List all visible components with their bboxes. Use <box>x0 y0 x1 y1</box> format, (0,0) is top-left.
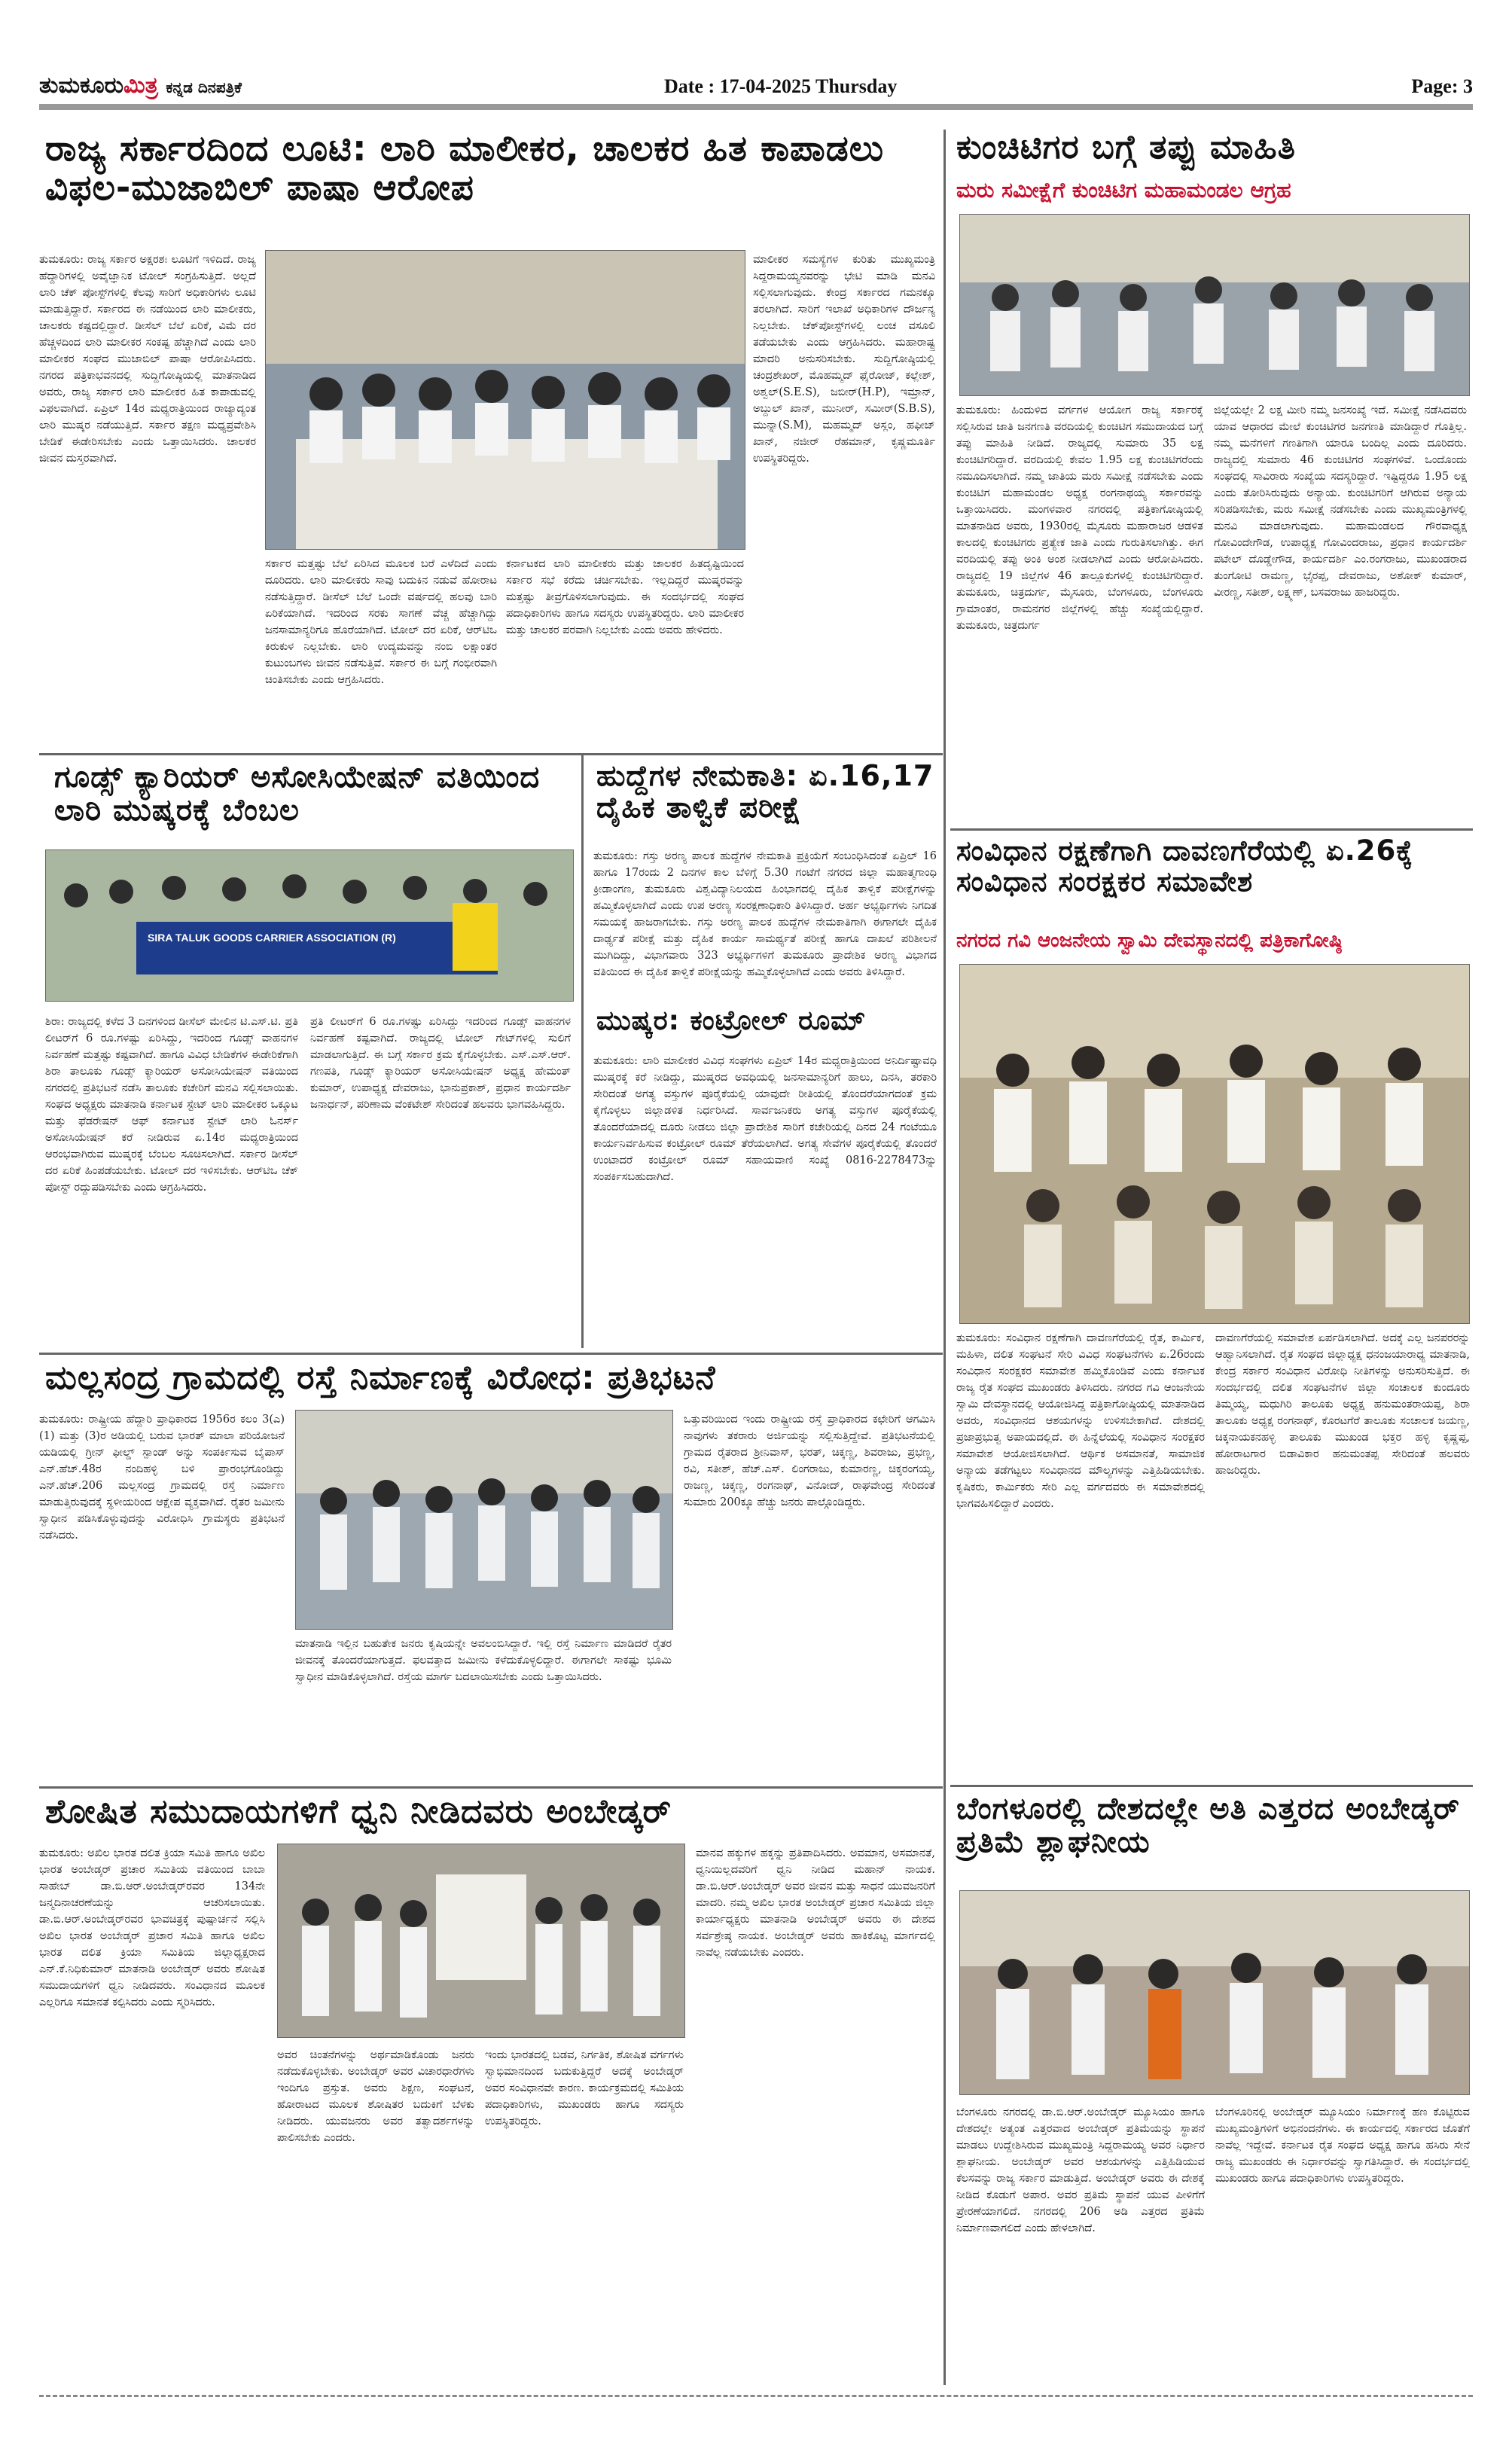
article-subhead: ಮರು ಸಮೀಕ್ಷೆಗೆ ಕುಂಚಿಟಿಗ ಮಹಾಮಂಡಲ ಆಗ್ರಹ <box>956 178 1291 203</box>
newspaper-logo <box>39 72 242 99</box>
article-ambedkar-statue <box>953 1792 1473 2389</box>
article-body: ತುಮಕೂರು: ಲಾರಿ ಮಾಲೀಕರ ವಿವಿಧ ಸಂಘಗಳು ಏಪ್ರಿಲ್ 14ರ ಮಧ್ಯರಾತ್ರಿಯಿಂದ ಅನಿರ್ದಿಷ್ಟಾವಧಿ ಮುಷ್ಕರಕ್ಕೆ ಕರೆ ನೀಡಿದ್ದು, ಮುಷ್ಕರದ ಅವಧಿಯಲ್ಲಿ ಜನಸಾಮಾನ್ಯರಿಗೆ ಹಾಲು, ದಿನಸಿ, ತರಕಾರಿ ಸೇರಿದಂತೆ ಅಗತ್ಯ ವಸ್ತುಗಳ ಪೂರೈಕೆಯಲ್ಲಿ ಯಾವುದೇ ರೀತಿಯಲ್ಲಿ ತೊಂದರೆಯಾಗದಂತೆ ಕ್ರಮ ಕೈಗೊಳ್ಳಲು ಜಿಲ್ಲಾಡಳಿತ ನಿರ್ಧರಿಸಿದೆ. ಸಾರ್ವಜನಿಕರು ಅಗತ್ಯ ವಸ್ತುಗಳ ಪೂರೈಕೆಯಲ್ಲಿ ತೊಂದರೆಯಾದಲ್ಲಿ ದೂರು ನೀಡಲು ಜಿಲ್ಲಾ ಪ್ರಾದೇಶಿಕ ಸಾರಿಗೆ ಕಚೇರಿಯಲ್ಲಿ ದಿನದ 24 ಗಂಟೆಯೂ ಕಾರ್ಯನಿರ್ವಹಿಸುವ ಕಂಟ್ರೋಲ್ ರೂಮ್ ತೆರೆಯಲಾಗಿದೆ. ಅಗತ್ಯ ಸೇವೆಗಳ ಪೂರೈಕೆಯಲ್ಲಿ ತೊಂದರೆ ಉಂಟಾದರೆ ಕಂಟ್ರೋಲ್ ರೂಮ್ ಸಹಾಯವಾಣಿ ಸಂಖ್ಯೆ 0816-2278473ನ್ನು ಸಂಪರ್ಕಿಸಬಹುದಾಗಿದೆ. <box>593 1055 937 1183</box>
road-protest-photo <box>295 1410 673 1630</box>
article-headline: ಗೂಡ್ಸ್ ಕ್ಯಾರಿಯರ್ ಅಸೋಸಿಯೇಷನ್ ವತಿಯಿಂದ ಲಾರಿ ಮುಷ್ಕರಕ್ಕೆ ಬೆಂಬಲ <box>54 760 541 828</box>
section-rule <box>950 828 1473 831</box>
article-kunchitiga <box>953 130 1473 822</box>
photo-placeholder <box>296 1411 672 1629</box>
goods-carrier-protest-photo <box>45 849 574 1002</box>
masthead <box>39 72 1473 102</box>
page-footer-rule <box>39 2395 1473 2397</box>
photo-placeholder <box>46 850 573 1001</box>
article-column-4: ಮಾಲೀಕರ ಸಮಸ್ಯೆಗಳ ಕುರಿತು ಮುಖ್ಯಮಂತ್ರಿ ಸಿದ್ದರಾಮಯ್ಯನವರನ್ನು ಭೇಟಿ ಮಾಡಿ ಮನವಿ ಸಲ್ಲಿಸಲಾಗುವುದು. ಕೇಂದ್ರ ಸರ್ಕಾರದ ಗಮನಕ್ಕೂ ತರಲಾಗಿದೆ. ಸಾರಿಗೆ ಇಲಾಖೆ ಅಧಿಕಾರಿಗಳ ದೌರ್ಜನ್ಯ ನಿಲ್ಲಬೇಕು. ಚೆಕ್‌ಪೋಸ್ಟ್‌ಗಳಲ್ಲಿ ಲಂಚ ವಸೂಲಿ ತಡೆಯಬೇಕು ಎಂದು ಆಗ್ರಹಿಸಿದರು. ಮಹಾರಾಷ್ಟ್ರ ಮಾದರಿ ಅನುಸರಿಸಬೇಕು. ಸುದ್ದಿಗೋಷ್ಠಿಯಲ್ಲಿ ಚಂದ್ರಶೇಖರ್, ಮೊಹಮ್ಮದ್ ಫೈರೋಜ್, ಕಲ್ಲೇಶ್, ಅಶ್ವಲ್(S.E.S), ಜಬೀರ್(H.P), ಇಮ್ರಾನ್, ಅಬ್ದುಲ್ ಖಾನ್, ಮುನೀರ್, ಸಮೀರ್(S.B.S), ಮುನ್ನಾ(S.M), ಮಹಮ್ಮದ್ ಅಸ್ಲಂ, ಹಫೀಜ್ ಖಾನ್, ನಜೀರ್ ರೆಹಮಾನ್, ಕೃಷ್ಣಮೂರ್ತಿ ಉಪಸ್ಥಿತರಿದ್ದರು. <box>753 254 935 465</box>
column-rule <box>581 753 584 1348</box>
ambedkar-jayanti-photo <box>277 1844 685 2038</box>
article-headline: ಶೋಷಿತ ಸಮುದಾಯಗಳಿಗೆ ಧ್ವನಿ ನೀಡಿದವರು ಅಂಬೇಡ್ಕರ್ <box>45 1792 672 1831</box>
article-column-1: ತುಮಕೂರು: ರಾಜ್ಯ ಸರ್ಕಾರ ಅಕ್ಷರಶಃ ಲೂಟಿಗೆ ಇಳಿದಿದೆ. ರಾಜ್ಯ ಹೆದ್ದಾರಿಗಳಲ್ಲಿ ಅವೈಜ್ಞಾನಿಕ ಟೋಲ್ ಸಂಗ್ರಹಿಸುತ್ತಿದೆ. ಅಲ್ಲದೆ ಲಾರಿ ಚೆಕ್ ಪೋಸ್ಟ್‌ಗಳಲ್ಲಿ ಕೆಲವು ಸಾರಿಗೆ ಅಧಿಕಾರಿಗಳು ಲೂಟಿ ಮಾಡುತ್ತಿದ್ದಾರೆ. ಸರ್ಕಾರದ ಈ ನಡೆಯಿಂದ ಲಾರಿ ಮಾಲೀಕರು, ಚಾಲಕರು ಕಷ್ಟದಲ್ಲಿದ್ದಾರೆ. ಡೀಸೆಲ್ ಬೆಲೆ ಏರಿಕೆ, ವಿಮೆ ದರ ಹೆಚ್ಚಳದಿಂದ ಲಾರಿ ಮಾಲೀಕರ ಸಂಕಷ್ಟ ಹೆಚ್ಚಾಗಿದೆ ಎಂದು ಲಾರಿ ಮಾಲೀಕರ ಸಂಘದ ಮುಜಾಬಿಲ್ ಪಾಷಾ ಆರೋಪಿಸಿದರು. ನಗರದ ಪತ್ರಿಕಾಭವನದಲ್ಲಿ ಸುದ್ದಿಗೋಷ್ಠಿಯಲ್ಲಿ ಮಾತನಾಡಿದ ಅವರು, ರಾಜ್ಯ ಸರ್ಕಾರ ಲಾರಿ ಮಾಲೀಕರ ಹಿತ ಕಾಪಾಡುವಲ್ಲಿ ವಿಫಲವಾಗಿದೆ. ಏಪ್ರಿಲ್ 14ರ ಮಧ್ಯರಾತ್ರಿಯಿಂದ ರಾಜ್ಯಾದ್ಯಂತ ಲಾರಿ ಮುಷ್ಕರ ನಡೆಯುತ್ತಿದೆ. ಸರ್ಕಾರ ತಕ್ಷಣ ಮಧ್ಯಪ್ರವೇಶಿಸಿ ಬೇಡಿಕೆ ಈಡೇರಿಸಬೇಕು ಎಂದು ಒತ್ತಾಯಿಸಿದರು. ಚಾಲಕರ ಜೀವನ ದುಸ್ತರವಾಗಿದೆ. <box>39 254 256 465</box>
article-headline: ಮಲ್ಲಸಂದ್ರ ಗ್ರಾಮದಲ್ಲಿ ರಸ್ತೆ ನಿರ್ಮಾಣಕ್ಕೆ ವಿರೋಧ: ಪ್ರತಿಭಟನೆ <box>45 1359 716 1397</box>
article-ambedkar-voice <box>39 1794 935 2389</box>
article-road-protest <box>39 1360 935 1782</box>
article-constitution <box>953 836 1473 1777</box>
article-recruitment <box>590 761 937 1002</box>
article-column-4: ಮಾನವ ಹಕ್ಕುಗಳ ಹಕ್ಕನ್ನು ಪ್ರತಿಪಾದಿಸಿದರು. ಅವಮಾನ, ಅಸಮಾನತೆ, ಧ್ವನಿಯಿಲ್ಲದವರಿಗೆ ಧ್ವನಿ ನೀಡಿದ ಮಹಾನ್ ನಾಯಕ. ಡಾ.ಬಿ.ಆರ್.ಅಂಬೇಡ್ಕರ್ ಅವರ ಜೀವನ ಮತ್ತು ಸಾಧನೆ ಯುವಜನರಿಗೆ ಮಾದರಿ. ನಮ್ಮ ಅಖಿಲ ಭಾರತ ಅಂಬೇಡ್ಕರ್ ಪ್ರಚಾರ ಸಮಿತಿಯ ಜಿಲ್ಲಾ ಕಾರ್ಯಾಧ್ಯಕ್ಷರು ಮಾತನಾಡಿ ಅಂಬೇಡ್ಕರ್ ಅವರು ಈ ದೇಶದ ಸರ್ವಶ್ರೇಷ್ಠ ನಾಯಕ. ಅಂಬೇಡ್ಕರ್ ಅವರು ಹಾಕಿಕೊಟ್ಟ ಮಾರ್ಗದಲ್ಲಿ ನಾವೆಲ್ಲ ನಡೆಯಬೇಕು ಎಂದರು. <box>696 1847 935 1959</box>
article-column-1: ತುಮಕೂರು: ಅಖಿಲ ಭಾರತ ದಲಿತ ಕ್ರಿಯಾ ಸಮಿತಿ ಹಾಗೂ ಅಖಿಲ ಭಾರತ ಅಂಬೇಡ್ಕರ್ ಪ್ರಚಾರ ಸಮಿತಿಯ ವತಿಯಿಂದ ಬಾಬಾ ಸಾಹೇಬ್ ಡಾ.ಬಿ.ಆರ್.ಅಂಬೇಡ್ಕರ್‌ರವರ 134ನೇ ಜನ್ಮದಿನಾಚರಣೆಯನ್ನು ಆಚರಿಸಲಾಯಿತು. ಡಾ.ಬಿ.ಆರ್.ಅಂಬೇಡ್ಕರ್‌ರವರ ಭಾವಚಿತ್ರಕ್ಕೆ ಪುಷ್ಪಾರ್ಚನೆ ಸಲ್ಲಿಸಿ ಅಖಿಲ ಭಾರತ ಅಂಬೇಡ್ಕರ್ ಪ್ರಚಾರ ಸಮಿತಿ ಹಾಗೂ ಅಖಿಲ ಭಾರತ ದಲಿತ ಕ್ರಿಯಾ ಸಮಿತಿಯ ಜಿಲ್ಲಾಧ್ಯಕ್ಷರಾದ ಎನ್.ಕೆ.ನಿಧಿಕುಮಾರ್ ಮಾತನಾಡಿ ಅಂಬೇಡ್ಕರ್ ಅವರು ಶೋಷಿತ ಸಮುದಾಯಗಳಿಗೆ ಧ್ವನಿ ನೀಡಿದವರು. ಸಂವಿಧಾನದ ಮೂಲಕ ಎಲ್ಲರಿಗೂ ಸಮಾನತೆ ಕಲ್ಪಿಸಿದರು ಎಂದು ಸ್ಮರಿಸಿದರು. <box>39 1847 265 2008</box>
article-headline: ಹುದ್ದೆಗಳ ನೇಮಕಾತಿ: ಏ.16,17 ದೈಹಿಕ ತಾಳ್ವಿಕೆ ಪರೀಕ್ಷೆ <box>596 759 934 824</box>
photo-placeholder <box>960 215 1469 395</box>
photo-placeholder <box>266 251 745 549</box>
photo-placeholder <box>278 1844 684 2037</box>
constitution-meet-photo <box>959 964 1470 1324</box>
article-column-1: ತುಮಕೂರು: ಸಂವಿಧಾನ ರಕ್ಷಣೆಗಾಗಿ ದಾವಣಗೆರೆಯಲ್ಲಿ ರೈತ, ಕಾರ್ಮಿಕ, ಮಹಿಳಾ, ದಲಿತ ಸಂಘಟನೆ ಸೇರಿ ವಿವಿಧ ಸಂಘಟನೆಗಳು ಏ.26ರಂದು ಸಂವಿಧಾನ ಸಂರಕ್ಷಕರ ಸಮಾವೇಶ ಹಮ್ಮಿಕೊಂಡಿವೆ ಎಂದು ಕರ್ನಾಟಕ ರಾಜ್ಯ ರೈತ ಸಂಘದ ಮುಖಂಡರು ತಿಳಿಸಿದರು. ನಗರದ ಗವಿ ಆಂಜನೇಯ ಸ್ವಾಮಿ ದೇವಸ್ಥಾನದಲ್ಲಿ ಆಯೋಜಿಸಿದ್ದ ಪತ್ರಿಕಾಗೋಷ್ಠಿಯಲ್ಲಿ ಮಾತನಾಡಿದ ಅವರು, ಸಂವಿಧಾನದ ಆಶಯಗಳನ್ನು ಉಳಿಸಬೇಕಾಗಿದೆ. ದೇಶದಲ್ಲಿ ಪ್ರಜಾಪ್ರಭುತ್ವ ಅಪಾಯದಲ್ಲಿದೆ. ಈ ಹಿನ್ನೆಲೆಯಲ್ಲಿ ಸಂವಿಧಾನ ಸಂರಕ್ಷಕರ ಸಮಾವೇಶ ಆಯೋಜಿಸಲಾಗಿದೆ. ಆರ್ಥಿಕ ಅಸಮಾನತೆ, ಸಾಮಾಜಿಕ ಅನ್ಯಾಯ ತಡೆಗಟ್ಟಲು ಸಂವಿಧಾನದ ಮೌಲ್ಯಗಳನ್ನು ಎತ್ತಿಹಿಡಿಯಬೇಕು. ಕೃಷಿಕರು, ಕಾರ್ಮಿಕರು ಸೇರಿ ಎಲ್ಲ ವರ್ಗದವರು ಈ ಸಮಾವೇಶದಲ್ಲಿ ಭಾಗವಹಿಸಲಿದ್ದಾರೆ ಎಂದರು. <box>956 1332 1205 1510</box>
section-rule <box>39 1786 943 1789</box>
article-control-room <box>590 1006 937 1345</box>
page-number: Page: 3 <box>1411 75 1473 97</box>
article-column-3: ಇಂದು ಭಾರತದಲ್ಲಿ ಬಡವ, ನಿರ್ಗತಿಕ, ಶೋಷಿತ ವರ್ಗಗಳು ಸ್ವಾಭಿಮಾನದಿಂದ ಬದುಕುತ್ತಿದ್ದರೆ ಅದಕ್ಕೆ ಅಂಬೇಡ್ಕರ್ ಅವರ ಸಂವಿಧಾನವೇ ಕಾರಣ. ಕಾರ್ಯಕ್ರಮದಲ್ಲಿ ಸಮಿತಿಯ ಪದಾಧಿಕಾರಿಗಳು, ಮುಖಂಡರು ಹಾಗೂ ಸದಸ್ಯರು ಉಪಸ್ಥಿತರಿದ್ದರು. <box>485 2049 684 2127</box>
article-headline: ಬೆಂಗಳೂರಲ್ಲಿ ದೇಶದಲ್ಲೇ ಅತಿ ಎತ್ತರದ ಅಂಬೇಡ್ಕರ್ ಪ್ರತಿಮೆ ಶ್ಲಾಘನೀಯ <box>956 1792 1460 1859</box>
article-column-1: ಶಿರಾ: ರಾಜ್ಯದಲ್ಲಿ ಕಳೆದ 3 ದಿನಗಳಿಂದ ಡೀಸೆಲ್ ಮೇಲಿನ ಟಿ.ಎಸ್.ಟಿ. ಪ್ರತಿ ಲೀಟರ್‌ಗೆ 6 ರೂ.ಗಳಷ್ಟು ಏರಿಸಿದ್ದು, ಇದರಿಂದ ಗೂಡ್ಸ್ ವಾಹನಗಳ ನಿರ್ವಹಣೆ ಮತ್ತಷ್ಟು ಕಷ್ಟವಾಗಿದೆ. ಹಾಗೂ ವಿವಿಧ ಬೇಡಿಕೆಗಳ ಈಡೇರಿಕೆಗಾಗಿ ಶಿರಾ ತಾಲೂಕು ಗೂಡ್ಸ್ ಕ್ಯಾರಿಯರ್ ಅಸೋಸಿಯೇಷನ್ ವತಿಯಿಂದ ನಗರದಲ್ಲಿ ಪ್ರತಿಭಟನೆ ನಡೆಸಿ ತಾಲೂಕು ಕಚೇರಿಗೆ ಮನವಿ ಸಲ್ಲಿಸಲಾಯಿತು. ಸಂಘದ ಅಧ್ಯಕ್ಷರು ಮಾತನಾಡಿ ಕರ್ನಾಟಕ ಸ್ಟೇಟ್ ಲಾರಿ ಮಾಲೀಕರ ಒಕ್ಕೂಟ ಮತ್ತು ಫೆಡರೇಷನ್ ಆಫ್ ಕರ್ನಾಟಕ ಸ್ಟೇಟ್ ಲಾರಿ ಓನರ್ಸ್ ಅಸೋಸಿಯೇಷನ್ ಕರೆ ನೀಡಿರುವ ಏ.14ರ ಮಧ್ಯರಾತ್ರಿಯಿಂದ ಆರಂಭವಾಗಿರುವ ಮುಷ್ಕರಕ್ಕೆ ಬೆಂಬಲ ಸೂಚಿಸಲಾಗಿದೆ. ಸರ್ಕಾರ ಡೀಸೆಲ್ ದರ ಏರಿಕೆ ಹಿಂಪಡೆಯಬೇಕು. ಟೋಲ್ ದರ ಇಳಿಸಬೇಕು. ಆರ್‌ಟಿಒ ಚೆಕ್ ಪೋಸ್ಟ್ ರದ್ದುಪಡಿಸಬೇಕು ಎಂದು ಆಗ್ರಹಿಸಿದರು. <box>45 1016 298 1194</box>
press-meet-photo <box>265 250 745 550</box>
issue-date: Date : 17-04-2025 Thursday <box>664 75 898 97</box>
statue-support-photo <box>959 1890 1470 2095</box>
photo-placeholder <box>960 965 1469 1323</box>
brand-red: ಮಿತ್ರ <box>123 72 158 99</box>
article-goods-carrier <box>39 761 575 1348</box>
article-headline: ಮುಷ್ಕರ: ಕಂಟ್ರೋಲ್ ರೂಮ್ <box>596 1005 867 1036</box>
column-rule <box>943 130 946 2385</box>
brand-tagline: ಕನ್ನಡ ದಿನಪತ್ರಿಕೆ <box>166 78 242 96</box>
article-lorry-owners <box>39 130 935 747</box>
section-rule <box>39 753 943 755</box>
article-column-2: ಅವರ ಚಿಂತನೆಗಳನ್ನು ಅರ್ಥಮಾಡಿಕೊಂಡು ಜನರು ನಡೆದುಕೊಳ್ಳಬೇಕು. ಅಂಬೇಡ್ಕರ್ ಅವರ ವಿಚಾರಧಾರೆಗಳು ಇಂದಿಗೂ ಪ್ರಸ್ತುತ. ಅವರು ಶಿಕ್ಷಣ, ಸಂಘಟನೆ, ಹೋರಾಟದ ಮೂಲಕ ಶೋಷಿತರ ಬದುಕಿಗೆ ಬೆಳಕು ನೀಡಿದರು. ಯುವಜನರು ಅವರ ತತ್ವಾದರ್ಶಗಳನ್ನು ಪಾಲಿಸಬೇಕು ಎಂದರು. <box>277 2049 474 2144</box>
photo-placeholder <box>960 1891 1469 2094</box>
kunchitiga-press-photo <box>959 214 1470 396</box>
article-column-3: ಕರ್ನಾಟಕದ ಲಾರಿ ಮಾಲೀಕರು ಮತ್ತು ಚಾಲಕರ ಹಿತದೃಷ್ಟಿಯಿಂದ ಸರ್ಕಾರ ಸಭೆ ಕರೆದು ಚರ್ಚಿಸಬೇಕು. ಇಲ್ಲದಿದ್ದರೆ ಮುಷ್ಕರವನ್ನು ಮತ್ತಷ್ಟು ತೀವ್ರಗೊಳಿಸಲಾಗುವುದು. ಈ ಸಂದರ್ಭದಲ್ಲಿ ಸಂಘದ ಪದಾಧಿಕಾರಿಗಳು ಹಾಗೂ ಸದಸ್ಯರು ಉಪಸ್ಥಿತರಿದ್ದರು. ಲಾರಿ ಮಾಲೀಕರ ಮತ್ತು ಚಾಲಕರ ಪರವಾಗಿ ನಿಲ್ಲಬೇಕು ಎಂದು ಅವರು ಹೇಳಿದರು. <box>506 558 744 636</box>
article-headline: ರಾಜ್ಯ ಸರ್ಕಾರದಿಂದ ಲೂಟಿ: ಲಾರಿ ಮಾಲೀಕರ, ಚಾಲಕರ ಹಿತ ಕಾಪಾಡಲು ವಿಫಲ-ಮುಜಾಬಿಲ್ ಪಾಷಾ ಆರೋಪ <box>45 128 885 209</box>
protest-banner-text: SIRA TALUK GOODS CARRIER ASSOCIATION (R) <box>148 932 396 944</box>
article-column-2: ಜಿಲ್ಲೆಯಲ್ಲೇ 2 ಲಕ್ಷ ಮೀರಿ ನಮ್ಮ ಜನಸಂಖ್ಯೆ ಇದೆ. ಸಮೀಕ್ಷೆ ನಡೆಸಿದವರು ಯಾವ ಆಧಾರದ ಮೇಲೆ ಕುಂಚಿಟಿಗರ ಜನಗಣತಿ ಮಾಡಿದ್ದಾರೆ ಗೊತ್ತಿಲ್ಲ. ನಮ್ಮ ಮನೆಗಳಿಗೆ ಗಣತಿಗಾಗಿ ಯಾರೂ ಬಂದಿಲ್ಲ ಎಂದು ದೂರಿದರು. ರಾಜ್ಯದಲ್ಲಿ ಸುಮಾರು 46 ಕುಂಚಿಟಿಗರ ಸಂಘಗಳಿವೆ. ಒಂದೊಂದು ಸಂಘದಲ್ಲಿ ಸಾವಿರಾರು ಸಂಖ್ಯೆಯ ಸದಸ್ಯರಿದ್ದಾರೆ. ಇಷ್ಟಿದ್ದರೂ 1.95 ಲಕ್ಷ ಎಂದು ತೋರಿಸಿರುವುದು ಅನ್ಯಾಯ. ಕುಂಚಿಟಿಗರಿಗೆ ಆಗಿರುವ ಅನ್ಯಾಯ ಸರಿಪಡಿಸಬೇಕು, ಮರು ಸಮೀಕ್ಷೆ ನಡೆಸಬೇಕು ಎಂದು ಮುಖ್ಯಮಂತ್ರಿಗಳಲ್ಲಿ ಮನವಿ ಮಾಡಲಾಗುವುದು. ಮಹಾಮಂಡಲದ ಗೌರವಾಧ್ಯಕ್ಷ ಗೋವಿಂದೇಗೌಡ, ಉಪಾಧ್ಯಕ್ಷ ಗೋವಿಂದರಾಜು, ಪ್ರಧಾನ ಕಾರ್ಯದರ್ಶಿ ಪಟೇಲ್ ದೊಡ್ಡೇಗೌಡ, ಕಾರ್ಯದರ್ಶಿ ಎಂ.ರಂಗರಾಜು, ಮುಖಂಡರಾದ ತುಂಗೋಟಿ ರಾಮಣ್ಣ, ಭೈರಪ್ಪ, ದೇವರಾಜು, ಅಶೋಕ್ ಕುಮಾರ್, ವೀರಣ್ಣ, ಸತೀಶ್, ಲಕ್ಷ್ಮಣ್, ಬಸವರಾಜು ಹಾಜರಿದ್ದರು. <box>1214 404 1467 599</box>
article-column-2: ಸರ್ಕಾರ ಮತ್ತಷ್ಟು ಬೆಲೆ ಏರಿಸಿದ ಮೂಲಕ ಬರೆ ಎಳೆದಿದೆ ಎಂದು ದೂರಿದರು. ಲಾರಿ ಮಾಲೀಕರು ಸಾವು ಬದುಕಿನ ನಡುವೆ ಹೋರಾಟ ನಡೆಸುತ್ತಿದ್ದಾರೆ. ಡೀಸೆಲ್ ಬೆಲೆ ಒಂದೇ ವರ್ಷದಲ್ಲಿ ಹಲವು ಬಾರಿ ಏರಿಕೆಯಾಗಿದೆ. ಇದರಿಂದ ಸರಕು ಸಾಗಣೆ ವೆಚ್ಚ ಹೆಚ್ಚಾಗಿದ್ದು ಜನಸಾಮಾನ್ಯರಿಗೂ ಹೊರೆಯಾಗಿದೆ. ಟೋಲ್ ದರ ಏರಿಕೆ, ಆರ್‌ಟಿಒ ಕಿರುಕುಳ ನಿಲ್ಲಬೇಕು. ಲಾರಿ ಉದ್ಯಮವನ್ನು ನಂಬಿ ಲಕ್ಷಾಂತರ ಕುಟುಂಬಗಳು ಜೀವನ ನಡೆಸುತ್ತಿವೆ. ಸರ್ಕಾರ ಈ ಬಗ್ಗೆ ಗಂಭೀರವಾಗಿ ಚಿಂತಿಸಬೇಕು ಎಂದು ಆಗ್ರಹಿಸಿದರು. <box>265 558 497 686</box>
article-column-1: ತುಮಕೂರು: ರಾಷ್ಟ್ರೀಯ ಹೆದ್ದಾರಿ ಪ್ರಾಧಿಕಾರದ 1956ರ ಕಲಂ 3(ಎ)(1) ಮತ್ತು (3)ರ ಅಡಿಯಲ್ಲಿ ಬರುವ ಭಾರತ್ ಮಾಲಾ ಪರಿಯೋಜನೆ ಯಡಿಯಲ್ಲಿ ಗ್ರೀನ್ ಫೀಲ್ಡ್ ಸ್ಪಾಂಡ್ ಅನ್ನು ಸಂಪರ್ಕಿಸುವ ಬೈಪಾಸ್ ಎನ್.ಹೆಚ್.48ರ ನಂದಿಹಳ್ಳಿ ಬಳಿ ಪ್ರಾರಂಭಗೊಂಡಿದ್ದು ಎನ್.ಹೆಚ್.206 ಮಲ್ಲಸಂದ್ರ ಗ್ರಾಮದಲ್ಲಿ ರಸ್ತೆ ನಿರ್ಮಾಣ ಮಾಡುತ್ತಿರುವುದಕ್ಕೆ ಸ್ಥಳೀಯರಿಂದ ಆಕ್ಷೇಪ ವ್ಯಕ್ತವಾಗಿದೆ. ರೈತರ ಜಮೀನು ಸ್ವಾಧೀನ ಪಡಿಸಿಕೊಳ್ಳುವುದನ್ನು ವಿರೋಧಿಸಿ ಗ್ರಾಮಸ್ಥರು ಪ್ರತಿಭಟನೆ ನಡೆಸಿದರು. <box>39 1414 285 1542</box>
article-column-1: ಬೆಂಗಳೂರು ನಗರದಲ್ಲಿ ಡಾ.ಬಿ.ಆರ್.ಅಂಬೇಡ್ಕರ್ ಮ್ಯೂಸಿಯಂ ಹಾಗೂ ದೇಶದಲ್ಲೇ ಅತ್ಯಂತ ಎತ್ತರವಾದ ಅಂಬೇಡ್ಕರ್ ಪ್ರತಿಮೆಯನ್ನು ಸ್ಥಾಪನೆ ಮಾಡಲು ಉದ್ದೇಶಿಸಿರುವ ಮುಖ್ಯಮಂತ್ರಿ ಸಿದ್ದರಾಮಯ್ಯ ಅವರ ನಿರ್ಧಾರ ಶ್ಲಾಘನೀಯ. ಅಂಬೇಡ್ಕರ್ ಅವರ ಆಶಯಗಳನ್ನು ಎತ್ತಿಹಿಡಿಯುವ ಕೆಲಸವನ್ನು ರಾಜ್ಯ ಸರ್ಕಾರ ಮಾಡುತ್ತಿದೆ. ಅಂಬೇಡ್ಕರ್ ಅವರು ಈ ದೇಶಕ್ಕೆ ನೀಡಿದ ಕೊಡುಗೆ ಅಪಾರ. ಅವರ ಪ್ರತಿಮೆ ಸ್ಥಾಪನೆ ಯುವ ಪೀಳಿಗೆಗೆ ಪ್ರೇರಣೆಯಾಗಲಿದೆ. ನಗರದಲ್ಲಿ 206 ಅಡಿ ಎತ್ತರದ ಪ್ರತಿಮೆ ನಿರ್ಮಾಣವಾಗಲಿದೆ ಎಂದು ಹೇಳಲಾಗಿದೆ. <box>956 2106 1205 2234</box>
article-subhead: ನಗರದ ಗವಿ ಆಂಜನೇಯ ಸ್ವಾಮಿ ದೇವಸ್ಥಾನದಲ್ಲಿ ಪತ್ರಿಕಾಗೋಷ್ಠಿ <box>956 929 1343 952</box>
article-headline: ಕುಂಚಿಟಿಗರ ಬಗ್ಗೆ ತಪ್ಪು ಮಾಹಿತಿ <box>956 128 1296 166</box>
article-column-3: ಒತ್ತುವರಿಯಿಂದ ಇಂದು ರಾಷ್ಟ್ರೀಯ ರಸ್ತೆ ಪ್ರಾಧಿಕಾರದ ಕಛೇರಿಗೆ ಆಗಮಿಸಿ ನಾವುಗಳು ತಕರಾರು ಅರ್ಜಿಯನ್ನು ಸಲ್ಲಿಸುತ್ತಿದ್ದೇವೆ. ಪ್ರತಿಭಟನೆಯಲ್ಲಿ ಗ್ರಾಮದ ರೈತರಾದ ಶ್ರೀನಿವಾಸ್, ಭರತ್, ಚಿಕ್ಕಣ್ಣ, ಶಿವರಾಜು, ಪ್ರಭಣ್ಣ, ರವಿ, ಸತೀಶ್, ಹೆಚ್.ಎಸ್. ಲಿಂಗರಾಜು, ಕುಮಾರಣ್ಣ, ಚಿಕ್ಕರಂಗಯ್ಯ, ರಾಜಣ್ಣ, ಚಿಕ್ಕಣ್ಣ, ರಂಗನಾಥ್, ವಿನೋದ್, ರಾಘವೇಂದ್ರ ಸೇರಿದಂತೆ ಸುಮಾರು 200ಕ್ಕೂ ಹೆಚ್ಚು ಜನರು ಪಾಲ್ಗೊಂಡಿದ್ದರು. <box>684 1414 935 1508</box>
masthead-rule <box>39 104 1473 110</box>
article-headline: ಸಂವಿಧಾನ ರಕ್ಷಣೆಗಾಗಿ ದಾವಣಗೆರೆಯಲ್ಲಿ ಏ.26ಕ್ಕೆ ಸಂವಿಧಾನ ಸಂರಕ್ಷಕರ ಸಮಾವೇಶ <box>956 834 1413 898</box>
article-column-2: ದಾವಣಗೆರೆಯಲ್ಲಿ ಸಮಾವೇಶ ಏರ್ಪಡಿಸಲಾಗಿದೆ. ಅದಕ್ಕೆ ಎಲ್ಲ ಜನಪರರನ್ನು ಆಹ್ವಾನಿಸಲಾಗಿದೆ. ರೈತ ಸಂಘದ ಜಿಲ್ಲಾಧ್ಯಕ್ಷ ಧನಂಜಯಾರಾಧ್ಯ ಮಾತನಾಡಿ, ಕೇಂದ್ರ ಸರ್ಕಾರ ಸಂವಿಧಾನ ವಿರೋಧಿ ನೀತಿಗಳನ್ನು ಅನುಸರಿಸುತ್ತಿದೆ. ಈ ಸಂದರ್ಭದಲ್ಲಿ ದಲಿತ ಸಂಘಟನೆಗಳ ಜಿಲ್ಲಾ ಸಂಚಾಲಕ ಕುಂದೂರು ತಿಮ್ಮಯ್ಯ, ಮಧುಗಿರಿ ತಾಲೂಕು ಅಧ್ಯಕ್ಷ ಹನುಮಂತರಾಯಪ್ಪ, ಶಿರಾ ತಾಲೂಕು ಅಧ್ಯಕ್ಷ ರಂಗನಾಥ್, ಕೊರಟಗೆರೆ ತಾಲೂಕು ಸಂಚಾಲಕ ಜಯಣ್ಣ, ಚಿಕ್ಕನಾಯಕನಹಳ್ಳಿ ತಾಲೂಕು ಮುಖಂಡ ಭಕ್ತರ ಹಳ್ಳಿ ಕೃಷ್ಣಪ್ಪ, ಹೋರಾಟಗಾರ ಬಿಡಾವಿಕಾರ ಹನುಮಂತಪ್ಪ ಸೇರಿದಂತೆ ಹಲವರು ಹಾಜರಿದ್ದರು. <box>1215 1332 1470 1477</box>
article-column-1: ತುಮಕೂರು: ಹಿಂದುಳಿದ ವರ್ಗಗಳ ಆಯೋಗ ರಾಜ್ಯ ಸರ್ಕಾರಕ್ಕೆ ಸಲ್ಲಿಸಿರುವ ಜಾತಿ ಜನಗಣತಿ ವರದಿಯಲ್ಲಿ ಕುಂಚಿಟಿಗ ಸಮುದಾಯದ ಬಗ್ಗೆ ತಪ್ಪು ಮಾಹಿತಿ ನೀಡಿದೆ. ರಾಜ್ಯದಲ್ಲಿ ಸುಮಾರು 35 ಲಕ್ಷ ಕುಂಚಿಟಿಗರಿದ್ದಾರೆ. ವರದಿಯಲ್ಲಿ ಕೇವಲ 1.95 ಲಕ್ಷ ಕುಂಚಿಟಿಗರೆಂದು ನಮೂದಿಸಲಾಗಿದೆ. ನಮ್ಮ ಜಾತಿಯ ಮರು ಸಮೀಕ್ಷೆ ನಡೆಸಬೇಕು ಎಂದು ಕುಂಚಿಟಿಗ ಮಹಾಮಂಡಲ ಅಧ್ಯಕ್ಷ ರಂಗನಾಥಯ್ಯ ಸರ್ಕಾರವನ್ನು ಒತ್ತಾಯಿಸಿದರು. ಮಂಗಳವಾರ ನಗರದಲ್ಲಿ ಪತ್ರಿಕಾಗೋಷ್ಠಿಯಲ್ಲಿ ಮಾತನಾಡಿದ ಅವರು, 1930ರಲ್ಲಿ ಮೈಸೂರು ಮಹಾರಾಜರ ಆಡಳಿತ ಕಾಲದಲ್ಲಿ ಕುಂಚಿಟಿಗರು ಪ್ರತ್ಯೇಕ ಜಾತಿ ಎಂದು ಗುರುತಿಸಲಾಗಿತ್ತು. ಈಗ ವರದಿಯಲ್ಲಿ ತಪ್ಪು ಅಂಕಿ ಅಂಶ ನೀಡಲಾಗಿದೆ ಎಂದು ಆರೋಪಿಸಿದರು. ರಾಜ್ಯದಲ್ಲಿ 19 ಜಿಲ್ಲೆಗಳ 46 ತಾಲ್ಲೂಕುಗಳಲ್ಲಿ ಕುಂಚಿಟಿಗರಿದ್ದಾರೆ. ತುಮಕೂರು, ಚಿತ್ರದುರ್ಗ, ಮೈಸೂರು, ಬೆಂಗಳೂರು, ಬೆಂಗಳೂರು ಗ್ರಾಮಾಂತರ, ರಾಮನಗರ ಜಿಲ್ಲೆಗಳಲ್ಲಿ ಹೆಚ್ಚು ಸಂಖ್ಯೆಯಲ್ಲಿದ್ದಾರೆ. ತುಮಕೂರು, ಚಿತ್ರದುರ್ಗ <box>956 404 1203 632</box>
section-rule <box>950 1785 1473 1787</box>
brand-black: ತುಮಕೂರು <box>39 72 124 99</box>
article-column-2: ಮಾತನಾಡಿ ಇಲ್ಲಿನ ಬಹುತೇಕ ಜನರು ಕೃಷಿಯನ್ನೇ ಅವಲಂಬಿಸಿದ್ದಾರೆ. ಇಲ್ಲಿ ರಸ್ತೆ ನಿರ್ಮಾಣ ಮಾಡಿದರೆ ರೈತರ ಜೀವನಕ್ಕೆ ತೊಂದರೆಯಾಗುತ್ತದೆ. ಫಲವತ್ತಾದ ಜಮೀನು ಕಳೆದುಕೊಳ್ಳಲಿದ್ದಾರೆ. ಈಗಾಗಲೇ ಸಾಕಷ್ಟು ಭೂಮಿ ಸ್ವಾಧೀನ ಮಾಡಿಕೊಳ್ಳಲಾಗಿದೆ. ರಸ್ತೆಯ ಮಾರ್ಗ ಬದಲಾಯಿಸಬೇಕು ಎಂದು ಒತ್ತಾಯಿಸಿದರು. <box>295 1638 672 1683</box>
article-body: ತುಮಕೂರು: ಗಸ್ತು ಅರಣ್ಯ ಪಾಲಕ ಹುದ್ದೆಗಳ ನೇಮಕಾತಿ ಪ್ರಕ್ರಿಯೆಗೆ ಸಂಬಂಧಿಸಿದಂತೆ ಏಪ್ರಿಲ್ 16 ಹಾಗೂ 17ರಂದು 2 ದಿನಗಳ ಕಾಲ ಬೆಳಿಗ್ಗೆ 5.30 ಗಂಟೆಗೆ ನಗರದ ಜಿಲ್ಲಾ ಮಹಾತ್ಮಗಾಂಧಿ ಕ್ರೀಡಾಂಗಣ, ತುಮಕೂರು ವಿಶ್ವವಿದ್ಯಾನಿಲಯದ ಹಿಂಭಾಗದಲ್ಲಿ ದೈಹಿಕ ತಾಳ್ವಿಕೆ ಪರೀಕ್ಷೆಗಳನ್ನು ಹಮ್ಮಿಕೊಳ್ಳಲಾಗಿದೆ ಎಂದು ಉಪ ಅರಣ್ಯ ಸಂರಕ್ಷಣಾಧಿಕಾರಿ ತಿಳಿಸಿದ್ದಾರೆ. ಅರ್ಹ ಅಭ್ಯರ್ಥಿಗಳು ನಿಗದಿತ ಸಮಯಕ್ಕೆ ಹಾಜರಾಗಬೇಕು. ಗಸ್ತು ಅರಣ್ಯ ಪಾಲಕ ಹುದ್ದೆಗಳ ನೇಮಕಾತಿಗಾಗಿ ಈಗಾಗಲೇ ದೈಹಿಕ ದಾರ್ಢ್ಯತೆ ಪರೀಕ್ಷೆ ಮತ್ತು ದೈಹಿಕ ಕಾರ್ಯ ಸಾಮರ್ಥ್ಯತೆ ಪರೀಕ್ಷೆ ಹಾಗೂ ದಾಖಲೆ ಪರಿಶೀಲನೆ ಮುಗಿದಿದ್ದು, ವಿಭಾಗವಾರು 323 ಅಭ್ಯರ್ಥಿಗಳಿಗೆ ತುಮಕೂರು ಪ್ರಾದೇಶಿಕ ಅರಣ್ಯ ವಿಭಾಗದ ವತಿಯಿಂದ ಈ ದೈಹಿಕ ತಾಳ್ವಿಕೆ ಪರೀಕ್ಷೆಯನ್ನು ಹಮ್ಮಿಕೊಳ್ಳಲಾಗಿದೆ ಎಂದು ಅವರು ತಿಳಿಸಿದ್ದಾರೆ. <box>593 850 937 978</box>
article-column-2: ಪ್ರತಿ ಲೀಟರ್‌ಗೆ 6 ರೂ.ಗಳಷ್ಟು ಏರಿಸಿದ್ದು ಇದರಿಂದ ಗೂಡ್ಸ್ ವಾಹನಗಳ ನಿರ್ವಹಣೆ ಕಷ್ಟವಾಗಿದೆ. ರಾಜ್ಯದಲ್ಲಿ ಟೋಲ್ ಗೇಟ್‌ಗಳಲ್ಲಿ ಸುಲಿಗೆ ಮಾಡಲಾಗುತ್ತಿದೆ. ಈ ಬಗ್ಗೆ ಸರ್ಕಾರ ಕ್ರಮ ಕೈಗೊಳ್ಳಬೇಕು. ಎಸ್.ಎಸ್.ಆರ್. ಗಣಪತಿ, ಗೂಡ್ಸ್ ಕ್ಯಾರಿಯರ್ ಅಸೋಸಿಯೇಷನ್ ಅಧ್ಯಕ್ಷ ಹೇಮಂತ್ ಕುಮಾರ್, ಉಪಾಧ್ಯಕ್ಷ ದೇವರಾಜು, ಭಾನುಪ್ರಕಾಶ್, ಪ್ರಧಾನ ಕಾರ್ಯದರ್ಶಿ ಜನಾರ್ಧನ್, ಪರಿಣಾಮ ವೆಂಕಟೇಶ್ ಸೇರಿದಂತೆ ಹಲವರು ಭಾಗವಹಿಸಿದ್ದರು. <box>310 1016 571 1111</box>
section-rule <box>39 1353 943 1355</box>
article-column-2: ಬೆಂಗಳೂರಿನಲ್ಲಿ ಅಂಬೇಡ್ಕರ್ ಮ್ಯೂಸಿಯಂ ನಿರ್ಮಾಣಕ್ಕೆ ಹಣ ಕೊಟ್ಟಿರುವ ಮುಖ್ಯಮಂತ್ರಿಗಳಿಗೆ ಅಭಿನಂದನೆಗಳು. ಈ ಕಾರ್ಯದಲ್ಲಿ ಸರ್ಕಾರದ ಜೊತೆಗೆ ನಾವೆಲ್ಲ ಇದ್ದೇವೆ. ಕರ್ನಾಟಕ ರೈತ ಸಂಘದ ಅಧ್ಯಕ್ಷ ಹಾಗೂ ಹಸಿರು ಸೇನೆ ರಾಜ್ಯ ಮುಖಂಡರು ಈ ನಿರ್ಧಾರವನ್ನು ಸ್ವಾಗತಿಸಿದ್ದಾರೆ. ಈ ಸಂದರ್ಭದಲ್ಲಿ ಮುಖಂಡರು ಹಾಗೂ ಪದಾಧಿಕಾರಿಗಳು ಉಪಸ್ಥಿತರಿದ್ದರು. <box>1215 2106 1470 2185</box>
